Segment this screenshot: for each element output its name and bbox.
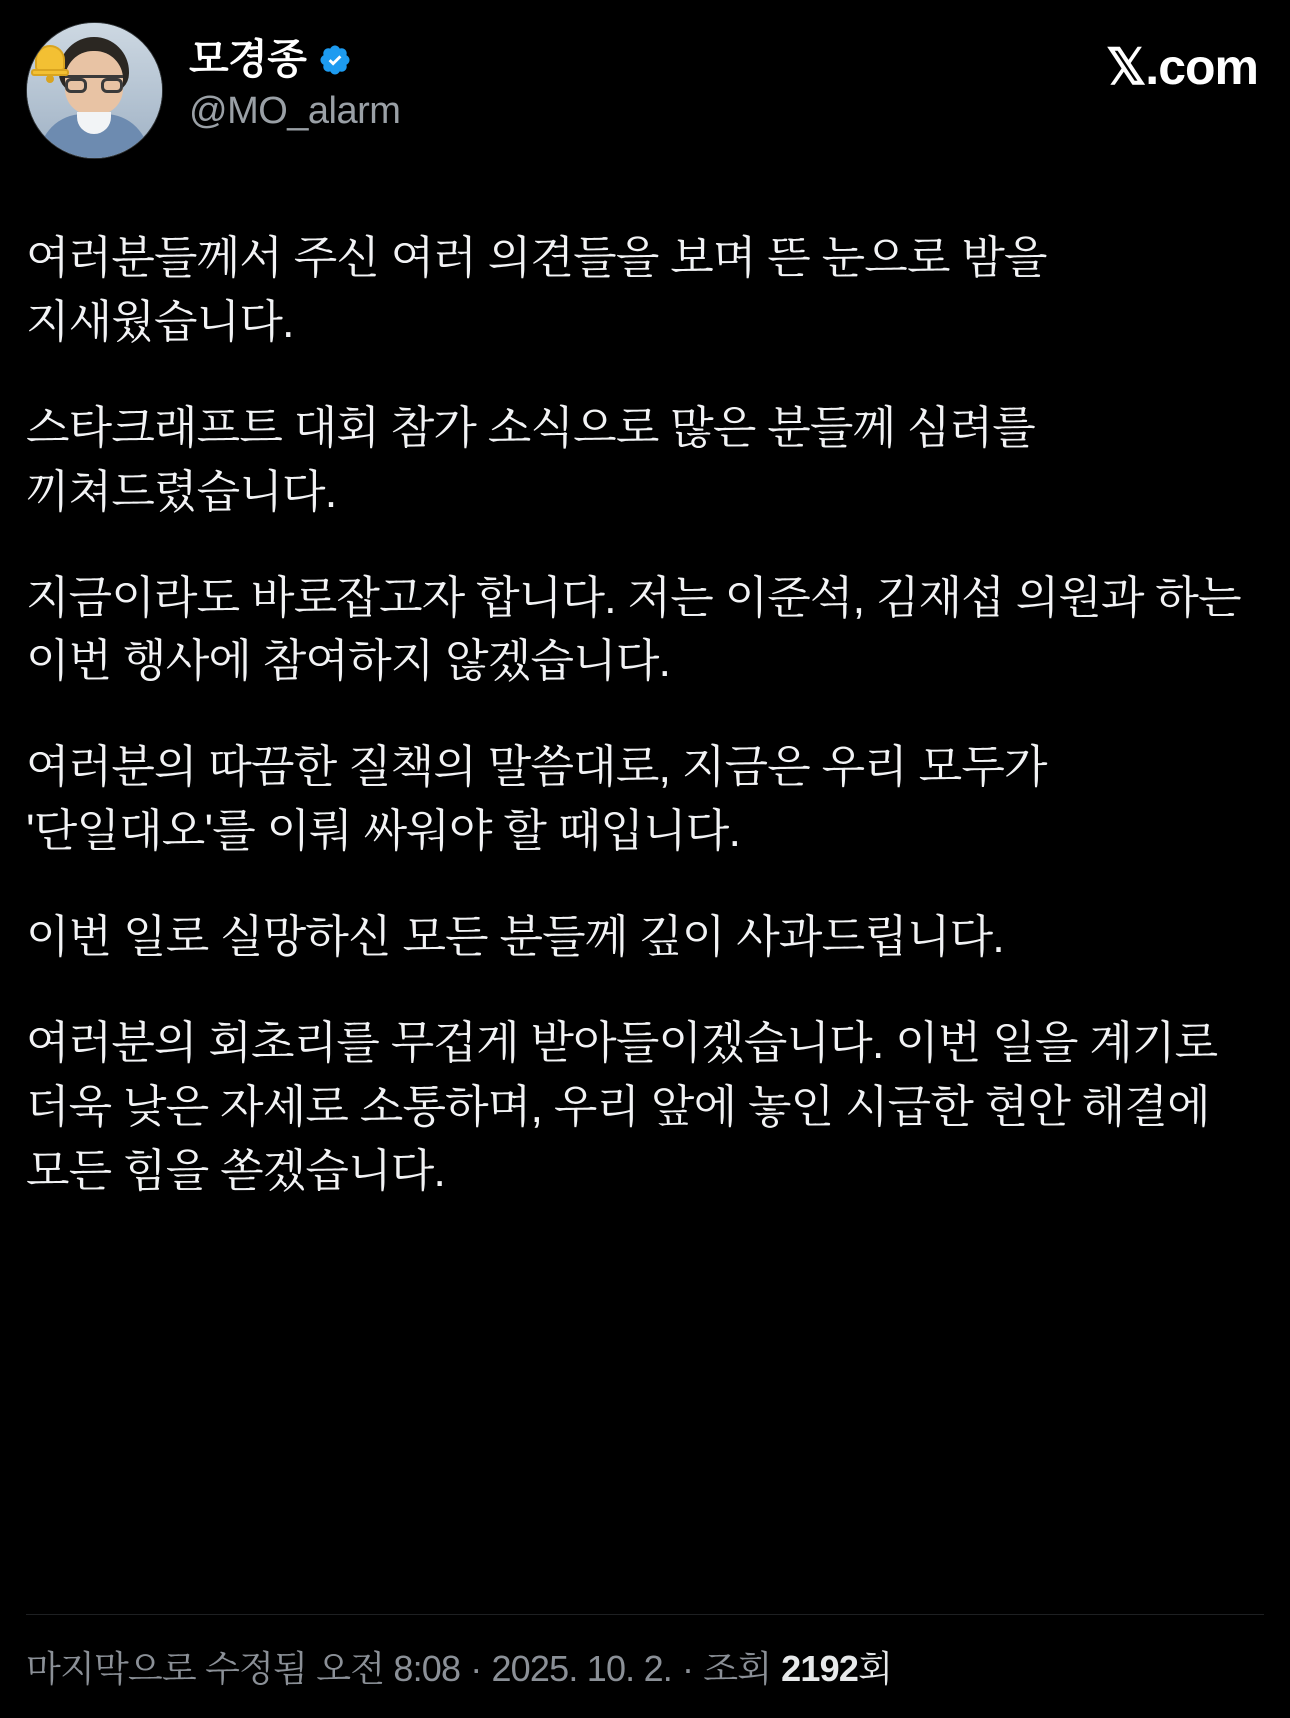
tweet-paragraph: 여러분의 따끔한 질책의 말씀대로, 지금은 우리 모두가 '단일대오'를 이뤄 싸워야 할 때입니다. [26, 741, 1047, 857]
tweet-date: 2025. 10. 2. [491, 1648, 673, 1689]
brand-domain-text: .com [1145, 39, 1258, 95]
views-count: 2192 [781, 1648, 859, 1689]
tweet-header [26, 22, 1264, 172]
views-suffix: 회 [858, 1648, 893, 1689]
tweet-paragraph: 여러분들께서 주신 여러 의견들을 보며 뜬 눈으로 밤을 지새웠습니다. [26, 232, 1047, 347]
author-handle[interactable]: @MO_alarm [189, 90, 401, 133]
x-logo-icon: 𝕏 [1106, 39, 1146, 95]
display-name-row [189, 38, 400, 81]
author-block[interactable] [26, 22, 400, 159]
tweet-paragraph: 지금이라도 바로잡고자 합니다. 저는 이준석, 김재섭 의원과 하는 이번 행사에 참여하지 않겠습니다. [26, 571, 1241, 687]
bell-body [35, 45, 65, 71]
tweet-time: 오전 8:08 [316, 1648, 461, 1689]
tweet-paragraph: 이번 일로 실망하신 모든 분들께 깊이 사과드립니다. [26, 911, 1004, 963]
metadata-separator: · [682, 1648, 694, 1689]
tweet-text [26, 172, 1264, 1614]
author-names [189, 22, 400, 133]
tweet-paragraph: 여러분의 회초리를 무겁게 받아들이겠습니다. 이번 일을 계기로 더욱 낮은 자세로 소통하며, 우리 앞에 놓인 시급한 현안 해결에 모든 힘을 쏟겠습니다. [26, 1017, 1218, 1196]
avatar-glasses [65, 75, 123, 91]
author-display-name: 모경종 [189, 36, 307, 82]
verified-badge-icon [318, 43, 352, 77]
bell-clapper [46, 75, 54, 83]
views-label: 조회 [703, 1648, 772, 1689]
user-avatar-photo[interactable] [26, 22, 163, 159]
edited-label: 마지막으로 수정됨 [26, 1648, 308, 1689]
tweet-paragraph: 스타크래프트 대회 참가 소식으로 많은 분들께 심려를 끼쳐드렸습니다. [26, 401, 1035, 517]
bell-icon [31, 41, 71, 85]
x-com-brand [1106, 22, 1264, 95]
tweet-metadata [26, 1614, 1264, 1718]
metadata-separator: · [470, 1648, 482, 1689]
